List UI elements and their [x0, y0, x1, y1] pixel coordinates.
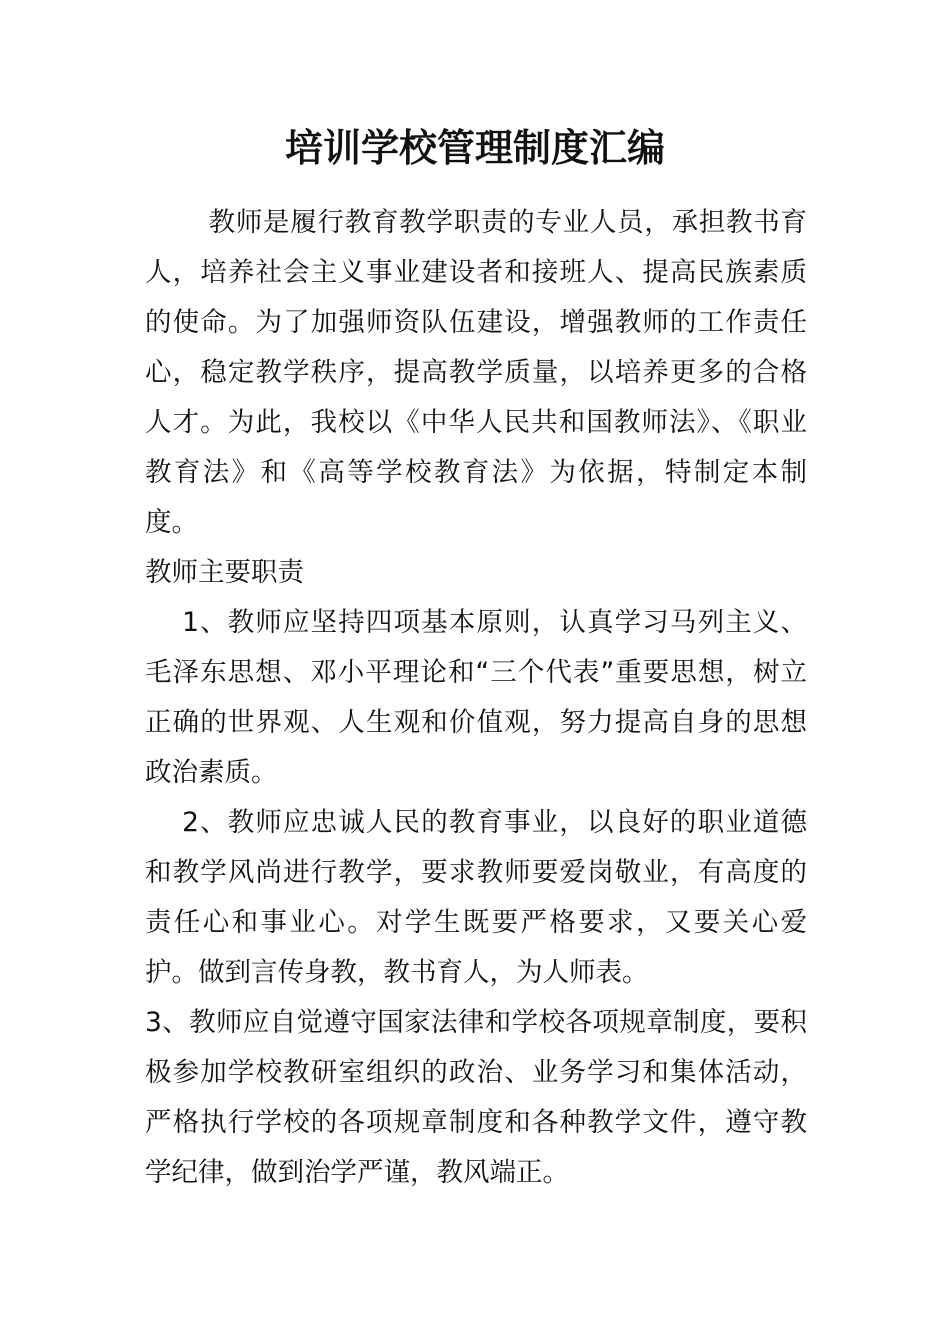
intro-paragraph: 教师是履行教育教学职责的专业人员，承担教书育人，培养社会主义事业建设者和接班人、提高民族素质的使命。为了加强师资队伍建设，增强教师的工作责任心，稳定教学秩序，提高教学质量，以培养更多的合格人才。为此，我校以《中华人民共和国教师法》、《职业教育法》和《高等学校教育法》为依据，特制定本制度。 [145, 207, 807, 538]
duty-item-1: 1、教师应坚持四项基本原则，认真学习马列主义、毛泽东思想、邓小平理论和“三个代表”重要思想，树立正确的世界观、人生观和价值观，努力提高自身的思想政治素质。 [145, 607, 807, 788]
duty-item-3: 3、教师应自觉遵守国家法律和学校各项规章制度，要积极参加学校教研室组织的政治、业务学习和集体活动，严格执行学校的各项规章制度和各种教学文件，遵守教学纪律，做到治学严谨，教风端正。 [145, 1007, 807, 1188]
duty-item-2: 2、教师应忠诚人民的教育事业，以良好的职业道德和教学风尚进行教学，要求教师要爱岗敬业，有高度的责任心和事业心。对学生既要严格要求，又要关心爱护。做到言传身教，教书育人，为人师表。 [145, 807, 807, 988]
document-title: 培训学校管理制度汇编 [284, 125, 665, 170]
document-body [145, 198, 807, 1198]
section-heading: 教师主要职责 [145, 557, 304, 588]
